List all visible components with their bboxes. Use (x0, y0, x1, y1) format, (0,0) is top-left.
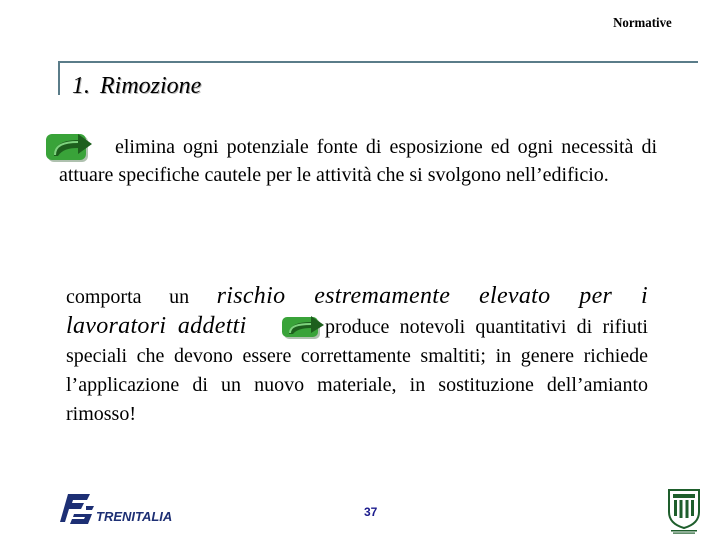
paragraph1-text: elimina ogni potenziale fonte di esposizione ed ogni necessità di attuare specifiche cautele per le attività che si svolgono nell’edificio. (59, 136, 657, 186)
paragraph2-lead: comporta un (66, 286, 217, 308)
brand-name: TRENITALIA (96, 509, 173, 524)
slide-title (72, 73, 201, 100)
paragraph2-emphasis-b: lavoratori addetti (66, 313, 247, 339)
section-label: Normative (613, 16, 672, 31)
header-rule (58, 61, 698, 63)
paragraph-rimozione (59, 133, 657, 189)
title-rule (58, 61, 60, 95)
curved-arrow-icon (282, 313, 332, 341)
fs-logo-icon (60, 492, 94, 526)
paragraph-rischio (66, 282, 648, 429)
title-number: 1. (72, 73, 90, 99)
trenitalia-logo (60, 492, 180, 526)
paragraph2-continuation: produce notevoli quantitativi di rifiuti speciali che devono essere correttamente smaltiti; in genere richiede l’applicazione di un nuovo materiale, in sostituzione dell’amianto rimosso! (66, 316, 648, 425)
page-number: 37 (364, 505, 378, 519)
paragraph2-emphasis-a: rischio estremamente elevato per i (216, 283, 648, 309)
title-text: Rimozione (100, 73, 202, 99)
emblem-crest (667, 488, 701, 534)
